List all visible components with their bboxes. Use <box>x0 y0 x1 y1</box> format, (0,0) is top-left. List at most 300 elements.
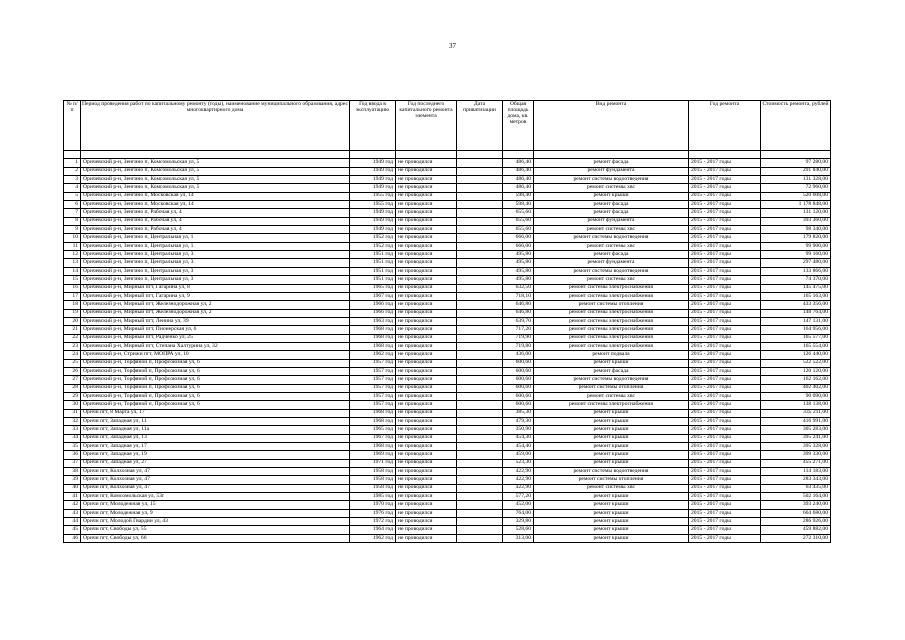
area-cell: 666,00 <box>503 242 534 250</box>
repair-type-cell: ремонт системы водоотведения <box>534 234 689 242</box>
repair-type-cell: ремонт системы электроснабжения <box>534 334 689 342</box>
table-row <box>64 367 831 375</box>
area-cell: 600,60 <box>503 359 534 367</box>
repair-period-cell: 2015 - 2017 годы <box>689 476 761 484</box>
privatization-date-cell <box>457 443 503 451</box>
repair-period-cell: 2015 - 2017 годы <box>689 409 761 417</box>
address-cell: Оричевский р-н, Зенгино п, Комсомольская ул, 5 <box>81 167 350 175</box>
cost-cell: 131 328,00 <box>761 176 831 184</box>
row-number: 5 <box>64 192 81 200</box>
privatization-date-cell <box>457 234 503 242</box>
row-number: 29 <box>64 392 81 400</box>
year-built-cell: 1949 год <box>350 209 396 217</box>
privatization-date-cell <box>457 384 503 392</box>
last-repair-cell: не проводился <box>396 326 457 334</box>
privatization-date-cell <box>457 426 503 434</box>
privatization-date-cell <box>457 359 503 367</box>
repair-type-cell: ремонт системы хвс <box>534 226 689 234</box>
cost-cell: 455 271,00 <box>761 459 831 467</box>
header-cell: Общая площадь дома, кв. метров <box>503 101 534 151</box>
area-cell: 495,80 <box>503 267 534 275</box>
year-built-cell: 1957 год <box>350 376 396 384</box>
year-built-cell: 1951 год <box>350 251 396 259</box>
row-number: 34 <box>64 434 81 442</box>
privatization-date-cell <box>457 476 503 484</box>
address-cell: Оричевский р-н, Зенгино п, Рабочая ул, 4 <box>81 209 350 217</box>
table-row <box>64 493 831 501</box>
last-repair-cell: не проводился <box>396 159 457 167</box>
address-cell: Оричевский р-н, Зенгино п, Московская ул, 14 <box>81 192 350 200</box>
privatization-date-cell <box>457 192 503 200</box>
privatization-date-cell <box>457 468 503 476</box>
table-row <box>64 326 831 334</box>
year-built-cell: 1967 год <box>350 292 396 300</box>
last-repair-cell: не проводился <box>396 484 457 492</box>
row-number: 19 <box>64 309 81 317</box>
last-repair-cell: не проводился <box>396 167 457 175</box>
last-repair-cell: не проводился <box>396 493 457 501</box>
address-cell: Оричевский р-н, Зенгино п, Рабочая ул, 4 <box>81 226 350 234</box>
address-cell: Оричевский р-н, Зенгино п, Комсомольская ул, 5 <box>81 176 350 184</box>
last-repair-cell: не проводился <box>396 342 457 350</box>
address-cell: Оричи пгт, Колхозная ул, 47 <box>81 468 350 476</box>
address-cell: Оричевский р-н, Торфяной п, Профсоюзная ул, 6 <box>81 401 350 409</box>
cost-cell: 164 956,00 <box>761 326 831 334</box>
address-cell: Оричи пгт, Комсомольская ул, 53г <box>81 493 350 501</box>
repair-period-cell: 2015 - 2017 годы <box>689 217 761 225</box>
privatization-date-cell <box>457 267 503 275</box>
repair-type-cell: ремонт системы хвс <box>534 392 689 400</box>
area-cell: 764,00 <box>503 509 534 517</box>
repair-type-cell: ремонт подвала <box>534 351 689 359</box>
year-built-cell: 1958 год <box>350 484 396 492</box>
last-repair-cell: не проводился <box>396 443 457 451</box>
table-row <box>64 443 831 451</box>
year-built-cell: 1967 год <box>350 434 396 442</box>
privatization-date-cell <box>457 217 503 225</box>
cost-cell: 179 820,00 <box>761 234 831 242</box>
privatization-date-cell <box>457 376 503 384</box>
address-cell: Оричи пгт, Западная ул, 11 <box>81 418 350 426</box>
last-repair-cell: не проводился <box>396 509 457 517</box>
repair-period-cell: 2015 - 2017 годы <box>689 509 761 517</box>
privatization-date-cell <box>457 518 503 526</box>
cost-cell: 433 356,00 <box>761 301 831 309</box>
row-number: 10 <box>64 234 81 242</box>
area-cell: 385,30 <box>503 409 534 417</box>
table-row <box>64 226 831 234</box>
area-cell: 459,00 <box>503 451 534 459</box>
row-number: 39 <box>64 476 81 484</box>
cost-cell: 522 522,00 <box>761 359 831 367</box>
area-cell: 655,60 <box>503 217 534 225</box>
repair-period-cell: 2015 - 2017 годы <box>689 242 761 250</box>
area-cell: 632,50 <box>503 284 534 292</box>
repair-type-cell: ремонт фасада <box>534 159 689 167</box>
repair-type-cell: ремонт системы отопления <box>534 476 689 484</box>
cost-cell: 165 163,00 <box>761 292 831 300</box>
privatization-date-cell <box>457 184 503 192</box>
year-built-cell: 1966 год <box>350 301 396 309</box>
privatization-date-cell <box>457 418 503 426</box>
address-cell: Оричевский р-н, Мирный пгт, Гагарина ул, 9 <box>81 292 350 300</box>
cost-cell: 291 840,00 <box>761 167 831 175</box>
cost-cell: 165 577,00 <box>761 334 831 342</box>
cost-cell: 393 360,00 <box>761 217 831 225</box>
header-cell: Вид ремонта <box>534 101 689 151</box>
year-built-cell: 1968 год <box>350 326 396 334</box>
header-cell: Дата приватизации <box>457 101 503 151</box>
repair-type-cell: ремонт системы электроснабжения <box>534 284 689 292</box>
repair-type-cell: ремонт крыши <box>534 518 689 526</box>
address-cell: Оричевский р-н, Торфяной п, Профсоюзная ул, 6 <box>81 376 350 384</box>
address-cell: Оричевский р-н, Мирный пгт, Пионерская ул, 6 <box>81 326 350 334</box>
repair-type-cell: ремонт фасада <box>534 367 689 375</box>
table-row <box>64 418 831 426</box>
header-cell: Год ремонта <box>689 101 761 151</box>
table-row <box>64 401 831 409</box>
privatization-date-cell <box>457 451 503 459</box>
repair-period-cell: 2015 - 2017 годы <box>689 226 761 234</box>
area-cell: 717,20 <box>503 326 534 334</box>
row-number: 6 <box>64 201 81 209</box>
year-built-cell: 1957 год <box>350 384 396 392</box>
privatization-date-cell <box>457 309 503 317</box>
privatization-date-cell <box>457 526 503 534</box>
table-row <box>64 251 831 259</box>
privatization-date-cell <box>457 484 503 492</box>
year-built-cell: 1969 год <box>350 451 396 459</box>
repair-period-cell: 2015 - 2017 годы <box>689 276 761 284</box>
repair-period-cell: 2015 - 2017 годы <box>689 192 761 200</box>
repair-type-cell: ремонт фундамента <box>534 167 689 175</box>
row-number: 1 <box>64 159 81 167</box>
address-cell: Оричи пгт, Молодой Гвардии ул, 43 <box>81 518 350 526</box>
privatization-date-cell <box>457 317 503 325</box>
privatization-date-cell <box>457 434 503 442</box>
repair-type-cell: ремонт системы водоотведения <box>534 468 689 476</box>
row-number: 25 <box>64 359 81 367</box>
table-row <box>64 309 831 317</box>
address-cell: Оричи пгт, Колхозная ул, 47 <box>81 484 350 492</box>
table-row <box>64 201 831 209</box>
year-built-cell: 1958 год <box>350 468 396 476</box>
row-number: 45 <box>64 526 81 534</box>
repair-period-cell: 2015 - 2017 годы <box>689 443 761 451</box>
cost-cell: 520 608,00 <box>761 192 831 200</box>
repair-type-cell: ремонт фасада <box>534 201 689 209</box>
area-cell: 718,10 <box>503 292 534 300</box>
row-number: 23 <box>64 342 81 350</box>
repair-period-cell: 2015 - 2017 годы <box>689 201 761 209</box>
area-cell: 495,80 <box>503 251 534 259</box>
cost-cell: 335 211,00 <box>761 409 831 417</box>
repair-period-cell: 2015 - 2017 годы <box>689 451 761 459</box>
year-built-cell: 1963 год <box>350 317 396 325</box>
table-row <box>64 167 831 175</box>
area-cell: 436,00 <box>503 351 534 359</box>
repair-period-cell: 2015 - 2017 годы <box>689 259 761 267</box>
cost-cell: 664 680,00 <box>761 509 831 517</box>
repair-type-cell: ремонт фасада <box>534 251 689 259</box>
table-row <box>64 351 831 359</box>
repair-type-cell: ремонт системы хвс <box>534 242 689 250</box>
area-cell: 422,90 <box>503 468 534 476</box>
last-repair-cell: не проводился <box>396 459 457 467</box>
privatization-date-cell <box>457 493 503 501</box>
address-cell: Оричи пгт, Западная ул, 19 <box>81 451 350 459</box>
table-row <box>64 426 831 434</box>
year-built-cell: 1968 год <box>350 443 396 451</box>
cost-cell: 395 328,00 <box>761 443 831 451</box>
table-row <box>64 217 831 225</box>
last-repair-cell: не проводился <box>396 501 457 509</box>
privatization-date-cell <box>457 342 503 350</box>
last-repair-cell: не проводился <box>396 334 457 342</box>
table-row <box>64 209 831 217</box>
year-built-cell: 1952 год <box>350 242 396 250</box>
cost-cell: 297 480,00 <box>761 259 831 267</box>
last-repair-cell: не проводился <box>396 184 457 192</box>
header-cell: Стоимость ремонта, рублей <box>761 101 831 151</box>
cost-cell: 165 554,00 <box>761 342 831 350</box>
repair-period-cell: 2015 - 2017 годы <box>689 184 761 192</box>
row-number: 35 <box>64 443 81 451</box>
year-built-cell: 1949 год <box>350 176 396 184</box>
table-row <box>64 176 831 184</box>
address-cell: Оричевский р-н, Зенгино п, Центральная ул, 1 <box>81 234 350 242</box>
area-cell: 523,30 <box>503 459 534 467</box>
row-number: 3 <box>64 176 81 184</box>
area-cell: 486,40 <box>503 159 534 167</box>
repair-type-cell: ремонт системы электроснабжения <box>534 309 689 317</box>
cost-cell: 74 370,00 <box>761 276 831 284</box>
repair-type-cell: ремонт системы электроснабжения <box>534 342 689 350</box>
area-cell: 577,20 <box>503 493 534 501</box>
year-built-cell: 1985 год <box>350 493 396 501</box>
last-repair-cell: не проводился <box>396 351 457 359</box>
row-number: 32 <box>64 418 81 426</box>
repair-type-cell: ремонт фундамента <box>534 259 689 267</box>
privatization-date-cell <box>457 509 503 517</box>
cost-cell: 402 402,00 <box>761 384 831 392</box>
table-row <box>64 384 831 392</box>
table-row <box>64 317 831 325</box>
repair-period-cell: 2015 - 2017 годы <box>689 209 761 217</box>
year-built-cell: 1952 год <box>350 234 396 242</box>
area-cell: 528,60 <box>503 526 534 534</box>
address-cell: Оричи пгт, Свободы ул, 66 <box>81 534 350 542</box>
last-repair-cell: не проводился <box>396 317 457 325</box>
cost-cell: 502 164,00 <box>761 493 831 501</box>
repair-period-cell: 2015 - 2017 годы <box>689 351 761 359</box>
repair-type-cell: ремонт крыши <box>534 501 689 509</box>
table-row <box>64 434 831 442</box>
table-row <box>64 359 831 367</box>
last-repair-cell: не проводился <box>396 426 457 434</box>
address-cell: Оричевский р-н, Торфяной п, Профсоюзная ул, 6 <box>81 359 350 367</box>
privatization-date-cell <box>457 392 503 400</box>
address-cell: Оричевский р-н, Мирный пгт, Железнодорожная ул, 2 <box>81 301 350 309</box>
last-repair-cell: не проводился <box>396 192 457 200</box>
address-cell: Оричи пгт, Колхозная ул, 47 <box>81 476 350 484</box>
address-cell: Оричи пгт, Западная ул, 13 <box>81 434 350 442</box>
row-number: 17 <box>64 292 81 300</box>
privatization-date-cell <box>457 351 503 359</box>
repair-type-cell: ремонт крыши <box>534 359 689 367</box>
last-repair-cell: не проводился <box>396 201 457 209</box>
year-built-cell: 1968 год <box>350 418 396 426</box>
year-built-cell: 1958 год <box>350 476 396 484</box>
table-row <box>64 267 831 275</box>
row-number: 27 <box>64 376 81 384</box>
year-built-cell: 1964 год <box>350 526 396 534</box>
area-cell: 655,60 <box>503 209 534 217</box>
repair-period-cell: 2015 - 2017 годы <box>689 434 761 442</box>
area-cell: 639,70 <box>503 317 534 325</box>
row-number: 33 <box>64 426 81 434</box>
repair-period-cell: 2015 - 2017 годы <box>689 459 761 467</box>
privatization-date-cell <box>457 301 503 309</box>
repair-period-cell: 2015 - 2017 годы <box>689 251 761 259</box>
area-cell: 646,80 <box>503 301 534 309</box>
area-cell: 454,40 <box>503 443 534 451</box>
cost-cell: 99 900,00 <box>761 242 831 250</box>
repair-period-cell: 2015 - 2017 годы <box>689 301 761 309</box>
last-repair-cell: не проводился <box>396 301 457 309</box>
row-number: 43 <box>64 509 81 517</box>
last-repair-cell: не проводился <box>396 276 457 284</box>
repair-type-cell: ремонт системы хвс <box>534 484 689 492</box>
repair-type-cell: ремонт системы хвс <box>534 276 689 284</box>
repair-period-cell: 2015 - 2017 годы <box>689 334 761 342</box>
row-number: 18 <box>64 301 81 309</box>
last-repair-cell: не проводился <box>396 176 457 184</box>
year-built-cell: 1957 год <box>350 367 396 375</box>
area-cell: 666,00 <box>503 234 534 242</box>
row-number: 2 <box>64 167 81 175</box>
year-built-cell: 1962 год <box>350 534 396 542</box>
cost-cell: 63 435,00 <box>761 484 831 492</box>
table-row <box>64 518 831 526</box>
row-number: 16 <box>64 284 81 292</box>
spacer-row <box>64 151 831 159</box>
repair-type-cell: ремонт системы электроснабжения <box>534 401 689 409</box>
area-cell: 600,60 <box>503 392 534 400</box>
year-built-cell: 1972 год <box>350 518 396 526</box>
year-built-cell: 1962 год <box>350 351 396 359</box>
repair-period-cell: 2015 - 2017 годы <box>689 176 761 184</box>
cost-cell: 393 240,00 <box>761 501 831 509</box>
repair-period-cell: 2015 - 2017 годы <box>689 401 761 409</box>
address-cell: Оричевский р-н, Зенгино п, Комсомольская ул, 5 <box>81 159 350 167</box>
cost-cell: 147 131,00 <box>761 317 831 325</box>
table-row <box>64 334 831 342</box>
year-built-cell: 1949 год <box>350 184 396 192</box>
repair-period-cell: 2015 - 2017 годы <box>689 534 761 542</box>
cost-cell: 72 960,00 <box>761 184 831 192</box>
area-cell: 719,90 <box>503 334 534 342</box>
area-cell: 486,40 <box>503 167 534 175</box>
privatization-date-cell <box>457 159 503 167</box>
row-number: 26 <box>64 367 81 375</box>
year-built-cell: 1949 год <box>350 217 396 225</box>
cost-cell: 126 440,00 <box>761 351 831 359</box>
cost-cell: 399 330,00 <box>761 451 831 459</box>
cost-cell: 98 340,00 <box>761 226 831 234</box>
year-built-cell: 1951 год <box>350 259 396 267</box>
cost-cell: 1 178 848,00 <box>761 201 831 209</box>
repair-type-cell: ремонт системы водоотведения <box>534 267 689 275</box>
cost-cell: 286 926,00 <box>761 518 831 526</box>
repair-period-cell: 2015 - 2017 годы <box>689 234 761 242</box>
repair-type-cell: ремонт системы хвс <box>534 184 689 192</box>
repair-type-cell: ремонт системы водоотведения <box>534 376 689 384</box>
repair-period-cell: 2015 - 2017 годы <box>689 159 761 167</box>
area-cell: 655,60 <box>503 226 534 234</box>
repair-period-cell: 2015 - 2017 годы <box>689 359 761 367</box>
cost-cell: 148 764,00 <box>761 309 831 317</box>
cost-cell: 162 162,00 <box>761 376 831 384</box>
privatization-date-cell <box>457 334 503 342</box>
area-cell: 422,90 <box>503 484 534 492</box>
area-cell: 486,40 <box>503 176 534 184</box>
repair-period-cell: 2015 - 2017 годы <box>689 501 761 509</box>
repair-period-cell: 2015 - 2017 годы <box>689 292 761 300</box>
address-cell: Оричевский р-н, Зенгино п, Московская ул, 14 <box>81 201 350 209</box>
area-cell: 422,90 <box>503 476 534 484</box>
privatization-date-cell <box>457 459 503 467</box>
repair-period-cell: 2015 - 2017 годы <box>689 284 761 292</box>
last-repair-cell: не проводился <box>396 284 457 292</box>
last-repair-cell: не проводился <box>396 384 457 392</box>
last-repair-cell: не проводился <box>396 376 457 384</box>
address-cell: Оричевский р-н, Стрижи пгт, МОПРА ул, 10 <box>81 351 350 359</box>
area-cell: 600,60 <box>503 384 534 392</box>
repair-type-cell: ремонт крыши <box>534 426 689 434</box>
cost-cell: 114 183,00 <box>761 468 831 476</box>
last-repair-cell: не проводился <box>396 534 457 542</box>
privatization-date-cell <box>457 534 503 542</box>
row-number: 36 <box>64 451 81 459</box>
cost-cell: 138 138,00 <box>761 401 831 409</box>
table-row <box>64 476 831 484</box>
privatization-date-cell <box>457 176 503 184</box>
area-cell: 486,40 <box>503 184 534 192</box>
last-repair-cell: не проводился <box>396 401 457 409</box>
repair-period-cell: 2015 - 2017 годы <box>689 526 761 534</box>
table-row <box>64 451 831 459</box>
table-row <box>64 301 831 309</box>
last-repair-cell: не проводился <box>396 409 457 417</box>
privatization-date-cell <box>457 226 503 234</box>
address-cell: Оричевский р-н, Зенгино п, Центральная ул, 3 <box>81 276 350 284</box>
row-number: 11 <box>64 242 81 250</box>
table-row <box>64 509 831 517</box>
repair-type-cell: ремонт крыши <box>534 418 689 426</box>
area-cell: 329,80 <box>503 518 534 526</box>
table-row <box>64 184 831 192</box>
privatization-date-cell <box>457 292 503 300</box>
repair-type-cell: ремонт крыши <box>534 192 689 200</box>
header-cell: Период проведения работ по капитальному ремонту (годы), наименование муниципального образования, адрес многоквартирного дома <box>81 101 350 151</box>
year-built-cell: 1970 год <box>350 501 396 509</box>
row-number: 40 <box>64 484 81 492</box>
row-number: 8 <box>64 217 81 225</box>
privatization-date-cell <box>457 367 503 375</box>
privatization-date-cell <box>457 201 503 209</box>
repair-table <box>63 100 831 543</box>
